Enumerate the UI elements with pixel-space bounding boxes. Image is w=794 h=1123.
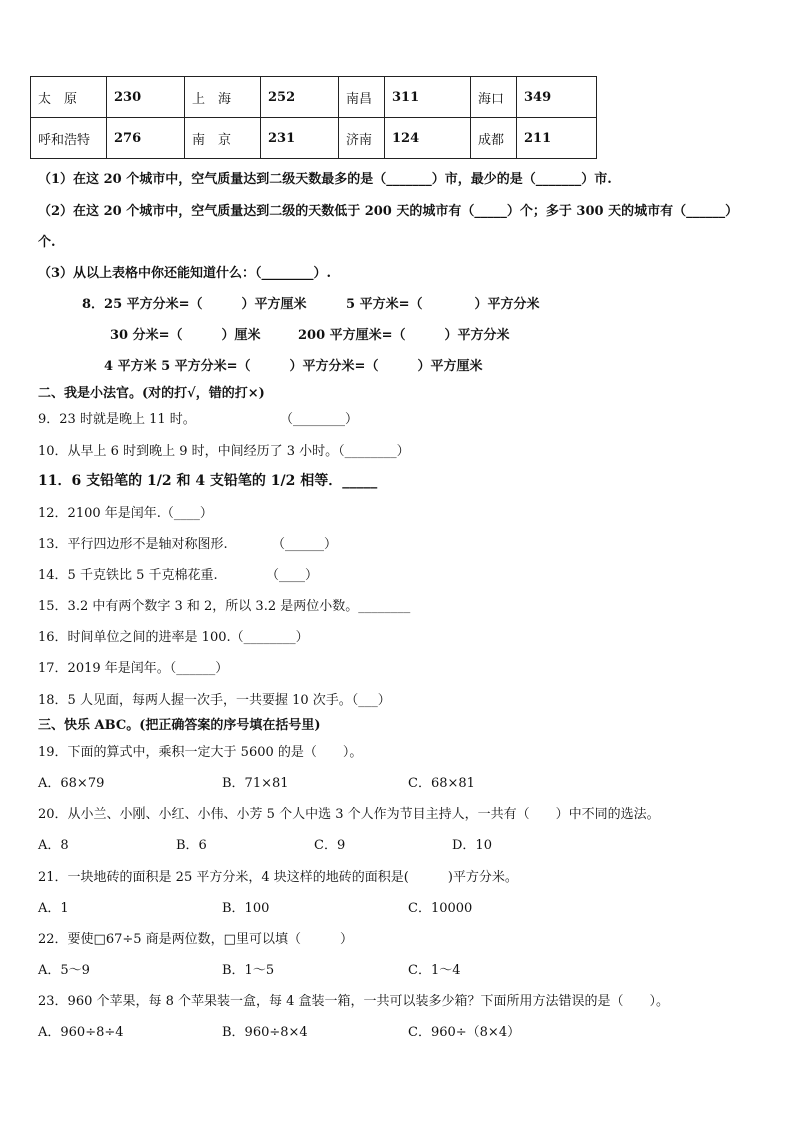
- question-19-option-a: A．68×79: [38, 776, 105, 791]
- question-8-part-a2: 5 平方米=（ ）平方分米: [346, 297, 540, 312]
- subquestion-1: （1）在这 20 个城市中，空气质量达到二级天数最多的是（_______）市，最少的是（_______）市.: [38, 172, 612, 187]
- city-air-quality-table: [30, 76, 597, 159]
- question-9: 9．23 时就是晚上 11 时。: [38, 412, 196, 427]
- question-13-answer-blank: （______）: [272, 537, 338, 552]
- question-10: 10．从早上 6 时到晚上 9 时，中间经历了 3 小时。（________）: [38, 444, 410, 459]
- question-8-part-a1: 8．25 平方分米=（ ）平方厘米: [82, 297, 307, 312]
- question-8-part-c: 4 平方米 5 平方分米=（ ）平方分米=（ ）平方厘米: [104, 359, 483, 374]
- question-12: 12．2100 年是闰年.（____）: [38, 506, 213, 521]
- question-17: 17．2019 年是闰年。（______）: [38, 661, 229, 676]
- question-20: 20．从小兰、小刚、小红、小伟、小芳 5 个人中选 3 个人作为节目主持人，一共有（ ）中不同的选法。: [38, 807, 660, 822]
- section-2-heading: 二、我是小法官。(对的打√，错的打×): [38, 386, 265, 401]
- table-row: [31, 118, 597, 159]
- question-19: 19．下面的算式中，乘积一定大于 5600 的是（ ）。: [38, 745, 363, 760]
- table-cell-value: 252: [261, 77, 339, 118]
- table-cell-value: 231: [261, 118, 339, 159]
- subquestion-2-continued: 个.: [38, 235, 56, 250]
- table-cell-value: 349: [517, 77, 597, 118]
- subquestion-2: （2）在这 20 个城市中，空气质量达到二级的天数低于 200 天的城市有（_____）个；多于 300 天的城市有（______）: [38, 204, 739, 219]
- table-cell-value: 276: [107, 118, 185, 159]
- question-21-option-a: A．1: [38, 901, 69, 916]
- question-8-part-b2: 200 平方厘米=（ ）平方分米: [298, 328, 510, 343]
- question-13: 13．平行四边形不是轴对称图形.: [38, 537, 228, 552]
- question-16: 16．时间单位之间的进率是 100.（________）: [38, 630, 309, 645]
- question-20-option-b: B．6: [176, 838, 207, 853]
- question-11: 11．6 支铅笔的 1/2 和 4 支铅笔的 1/2 相等．_____: [38, 473, 378, 489]
- question-19-option-b: B．71×81: [222, 776, 289, 791]
- question-14-answer-blank: （____）: [266, 568, 319, 583]
- question-22-option-a: A．5～9: [38, 963, 90, 978]
- question-20-option-c: C．9: [314, 838, 346, 853]
- question-21-option-b: B．100: [222, 901, 270, 916]
- table-row: [31, 77, 597, 118]
- question-18: 18．5 人见面，每两人握一次手，一共要握 10 次手。（___）: [38, 693, 391, 708]
- question-22: 22．要使□67÷5 商是两位数，□里可以填（ ）: [38, 932, 353, 947]
- table-cell-city: 济南: [339, 118, 385, 159]
- table-cell-value: 230: [107, 77, 185, 118]
- question-15: 15．3.2 中有两个数字 3 和 2，所以 3.2 是两位小数。________: [38, 599, 411, 614]
- question-19-option-c: C．68×81: [408, 776, 475, 791]
- question-21-option-c: C．10000: [408, 901, 473, 916]
- table-cell-city: 上 海: [185, 77, 261, 118]
- question-22-option-b: B．1～5: [222, 963, 275, 978]
- table-cell-city: 呼和浩特: [31, 118, 107, 159]
- question-23-option-a: A．960÷8÷4: [38, 1025, 124, 1040]
- question-21: 21．一块地砖的面积是 25 平方分米，4 块这样的地砖的面积是( )平方分米。: [38, 870, 518, 885]
- table-cell-value: 211: [517, 118, 597, 159]
- table-cell-city: 南 京: [185, 118, 261, 159]
- table-cell-value: 124: [385, 118, 471, 159]
- table-cell-value: 311: [385, 77, 471, 118]
- question-22-option-c: C．1～4: [408, 963, 461, 978]
- table-cell-city: 太 原: [31, 77, 107, 118]
- question-14: 14．5 千克铁比 5 千克棉花重.: [38, 568, 218, 583]
- table-cell-city: 成都: [471, 118, 517, 159]
- question-9-answer-blank: （________）: [280, 412, 359, 427]
- question-20-option-a: A．8: [38, 838, 69, 853]
- section-3-heading: 三、快乐 ABC。(把正确答案的序号填在括号里): [38, 718, 321, 733]
- table-cell-city: 海口: [471, 77, 517, 118]
- subquestion-3: （3）从以上表格中你还能知道什么：（________）.: [38, 266, 332, 281]
- table-cell-city: 南昌: [339, 77, 385, 118]
- question-23: 23．960 个苹果，每 8 个苹果装一盒，每 4 盒装一箱，一共可以装多少箱？下面所用方法错误的是（ ）。: [38, 994, 670, 1009]
- question-23-option-c: C．960÷（8×4）: [408, 1025, 521, 1040]
- question-20-option-d: D．10: [452, 838, 492, 853]
- question-8-part-b1: 30 分米=（ ）厘米: [110, 328, 261, 343]
- question-23-option-b: B．960÷8×4: [222, 1025, 308, 1040]
